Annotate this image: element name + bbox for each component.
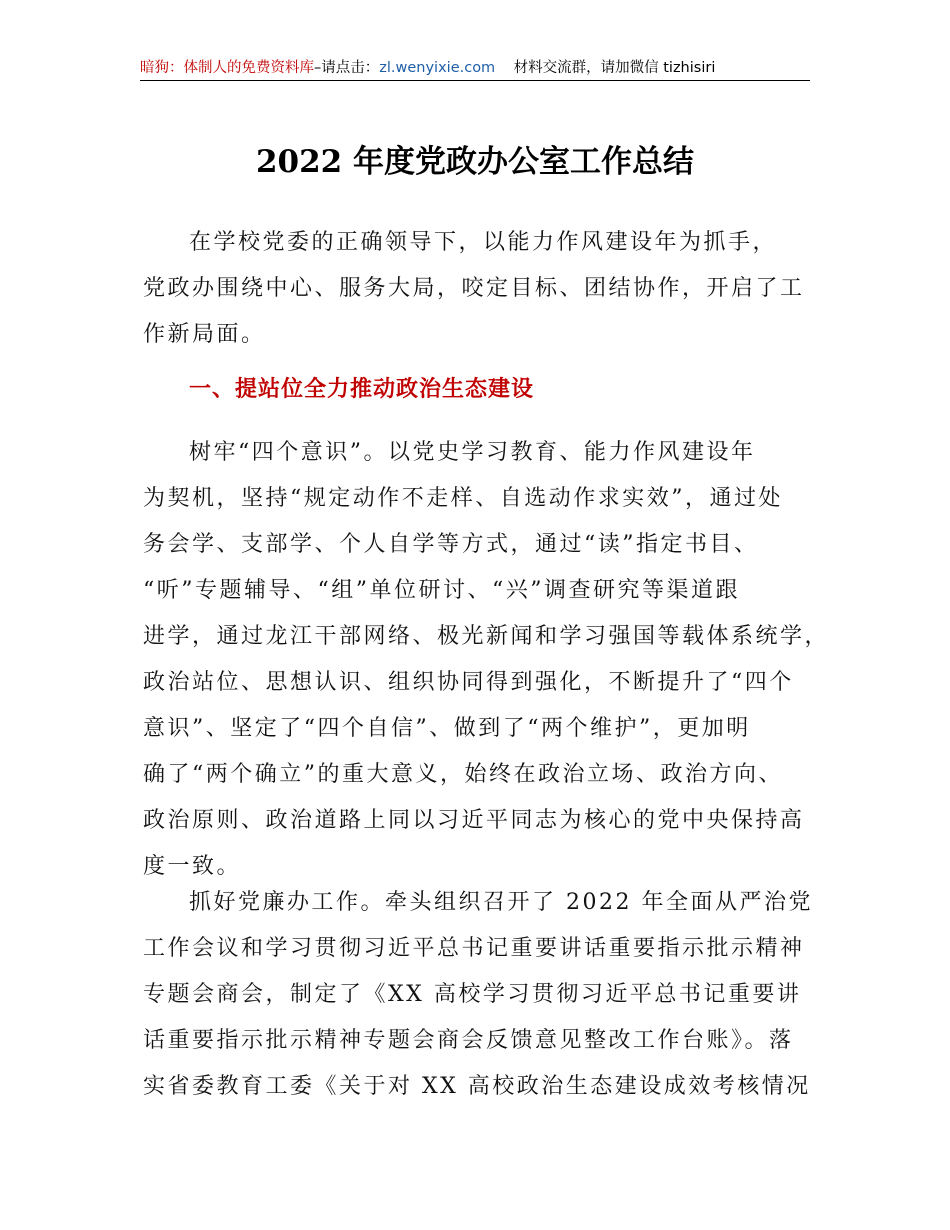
page-header [140,56,810,80]
paragraph-line: 确了“两个确立”的重大意义，始终在政治立场、政治方向、 [143,762,783,787]
paragraph-line: 专题会商会，制定了《XX 高校学习贯彻习近平总书记重要讲 [143,982,802,1007]
paragraph-line: 实省委教育工委《关于对 XX 高校政治生态建设成效考核情况 [143,1074,811,1099]
paragraph-line: 党政办围绕中心、服务大局，咬定目标、团结协作，开启了工 [143,276,805,301]
paragraph-line: 为契机，坚持“规定动作不走样、自选动作求实效”，通过处 [143,486,783,511]
header-divider [140,80,810,81]
paragraph-line: 话重要指示批示精神专题会商会反馈意见整改工作台账》。落 [143,1028,794,1053]
section1-paragraph-1 [143,430,830,890]
header-url-link[interactable]: zl.wenyixie.com [379,60,496,76]
paragraph-line: 抓好党廉办工作。牵头组织召开了 2022 年全面从严治党 [189,890,813,915]
paragraph-line: 政治原则、政治道路上同以习近平同志为核心的党中央保持高 [143,808,805,833]
section1-paragraph-2 [143,880,823,1110]
paragraph-line: 度一致。 [143,854,242,879]
header-brand: 暗狗：体制人的免费资料库 [140,60,314,76]
paragraph-line: 工作会议和学习贯彻习近平总书记重要讲话重要指示批示精神 [143,936,805,961]
paragraph-line: 意识”、坚定了“四个自信”、做到了“两个维护”，更加明 [143,716,751,741]
paragraph-line: 作新局面。 [143,322,266,347]
header-contact: 材料交流群，请加微信 tizhisiri [513,60,716,76]
paragraph-line: 进学，通过龙江干部网络、极光新闻和学习强国等载体系统学， [143,624,830,649]
paragraph-line: “听”专题辅导、“组”单位研讨、“兴”调查研究等渠道跟 [143,578,740,603]
paragraph-line: 在学校党委的正确领导下，以能力作风建设年为抓手， [189,230,778,255]
paragraph-line: 树牢“四个意识”。以党史学习教育、能力作风建设年 [189,440,756,465]
header-click-prompt: –请点击： [314,60,380,76]
paragraph-line: 务会学、支部学、个人自学等方式，通过“读”指定书目、 [143,532,759,557]
document-title: 2022 年度党政办公室工作总结 [255,144,695,180]
intro-paragraph [143,220,823,358]
section-heading-1: 一、提站位全力推动政治生态建设 [189,377,535,402]
paragraph-line: 政治站位、思想认识、组织协同得到强化，不断提升了“四个 [143,670,794,695]
